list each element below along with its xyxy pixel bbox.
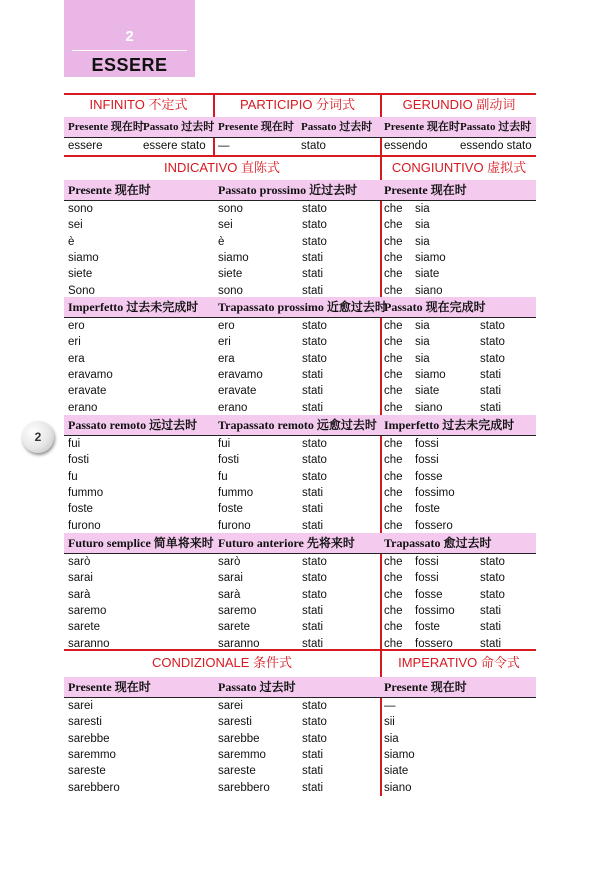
col3-form: fosse [415, 470, 443, 483]
col2-participle: stati [302, 368, 324, 381]
col3-participle: stati [480, 401, 502, 414]
col3-form: siano [415, 284, 443, 297]
col3-form: fosse [415, 588, 443, 601]
col2-aux-form: saremmo [218, 748, 266, 761]
col2-aux-form: era [218, 352, 235, 365]
col2-participle: stato [302, 219, 327, 232]
header-rule [64, 435, 536, 436]
col2-participle: stati [302, 765, 324, 778]
col3-che: che [384, 588, 403, 601]
col2-aux-form: sarei [218, 700, 243, 712]
col2-aux-form: sarebbero [218, 781, 270, 794]
infinito-present: essere [68, 140, 103, 152]
col1-tense-title: Presente 现在时 [68, 183, 151, 197]
col2-aux-form: fu [218, 470, 228, 483]
col2-aux-form: sarete [218, 621, 250, 634]
col3-che: che [384, 572, 403, 585]
col2-aux-form: saresti [218, 716, 252, 729]
col2-aux-form: sarebbe [218, 732, 260, 745]
col3-tense-title: Passato 现在完成时 [384, 300, 486, 314]
col1-form: eri [68, 336, 81, 349]
col2-aux-form: sarai [218, 572, 243, 585]
col3-che: che [384, 235, 403, 248]
col3-form: sia [415, 235, 430, 248]
col2-tense-title: Trapassato remoto 远愈过去时 [218, 418, 377, 432]
col2-participle: stati [302, 251, 324, 264]
col2-participle: stati [302, 401, 324, 414]
col1-form: sarete [68, 621, 100, 634]
col2-participle: stato [302, 454, 327, 467]
col1-form: fosti [68, 454, 90, 467]
col2-participle: stato [302, 732, 327, 745]
participio-title: PARTICIPIO 分词式 [239, 97, 356, 112]
header-rule [64, 697, 536, 698]
col3-participle: stato [480, 588, 505, 601]
col2-aux-form: sarò [218, 556, 241, 568]
infinito-h1: Presente 现在时 [68, 121, 144, 133]
col2-participle: stato [302, 716, 327, 729]
col2-participle: stati [302, 268, 324, 281]
page-tab[interactable] [22, 421, 54, 453]
col3-participle: stato [480, 352, 505, 365]
col3-form: fossero [415, 637, 453, 650]
indicativo-title: INDICATIVO 直陈式 [163, 160, 281, 175]
col3-participle: stati [480, 385, 502, 398]
col1-form: sarò [68, 556, 91, 568]
col2-participle: stati [302, 781, 324, 794]
col3-che: che [384, 219, 403, 232]
col3-che: che [384, 385, 403, 398]
col3-form: sia [415, 336, 430, 349]
col1-form: foste [68, 503, 93, 516]
col2-aux-form: è [218, 235, 225, 248]
col2-tense-title: Passato prossimo 近过去时 [218, 183, 358, 197]
col3-form: sia [415, 219, 430, 232]
col3-form: siate [384, 765, 409, 778]
col3-che: che [384, 621, 403, 634]
col3-tense-title: Trapassato 愈过去时 [384, 536, 492, 550]
col3-form: foste [415, 503, 440, 516]
col3-che: che [384, 401, 403, 414]
participio-past: stato [301, 140, 326, 152]
col2-aux-form: saranno [218, 637, 260, 650]
col3-form: fossimo [415, 486, 455, 499]
col2-participle: stato [302, 320, 327, 332]
col1-form: siete [68, 268, 93, 281]
col2-participle: stato [302, 556, 327, 568]
col3-form: fossi [415, 556, 439, 568]
col1-form: sarei [68, 700, 93, 712]
col1-form: sarà [68, 588, 91, 601]
congiuntivo-title: CONGIUNTIVO 虚拟式 [391, 160, 527, 175]
col2-participle: stati [302, 621, 324, 634]
col2-participle: stato [302, 203, 327, 215]
col2-tense-title: Passato 过去时 [218, 680, 296, 694]
col3-participle: stato [480, 336, 505, 349]
col3-form: siate [415, 385, 440, 398]
mood-rule-2 [64, 649, 536, 651]
col2-participle: stato [302, 572, 327, 585]
header-divider [72, 50, 187, 51]
col3-che: che [384, 320, 403, 332]
col2-aux-form: siamo [218, 251, 249, 264]
col2-tense-title: Futuro anteriore 先将来时 [218, 536, 355, 550]
col3-che: che [384, 336, 403, 349]
header-rule [64, 200, 536, 201]
col2-aux-form: furono [218, 519, 251, 532]
col1-form: sarai [68, 572, 93, 585]
infinito-title: INFINITO 不定式 [89, 97, 188, 112]
col2-participle: stato [302, 588, 327, 601]
condizionale-title: CONDIZIONALE 条件式 [151, 655, 293, 670]
col3-che: che [384, 203, 403, 215]
col2-participle: stati [302, 748, 324, 761]
col3-che: che [384, 519, 403, 532]
col3-participle: stato [480, 556, 505, 568]
col1-tense-title: Imperfetto 过去未完成时 [68, 300, 199, 314]
col3-participle: stato [480, 572, 505, 585]
col2-aux-form: ero [218, 320, 235, 332]
col2-aux-form: sono [218, 203, 243, 215]
col3-form: siate [415, 268, 440, 281]
col3-participle: stato [480, 320, 505, 332]
col1-tense-title: Passato remoto 远过去时 [68, 418, 198, 432]
col2-aux-form: siete [218, 268, 243, 281]
col2-aux-form: sei [218, 219, 233, 232]
col2-aux-form: fosti [218, 454, 240, 467]
col3-participle: stati [480, 604, 502, 617]
col2-participle: stati [302, 503, 324, 516]
col3-tense-title: Presente 现在时 [384, 183, 467, 197]
col3-form: sia [415, 320, 430, 332]
col2-participle: stato [302, 235, 327, 248]
gerundio-present: essendo [384, 140, 428, 152]
col1-form: siamo [68, 251, 99, 264]
gerundio-h1: Presente 现在时 [384, 121, 460, 133]
col2-aux-form: saremo [218, 604, 257, 617]
col1-form: fu [68, 470, 78, 483]
col3-che: che [384, 637, 403, 650]
col1-form: sono [68, 203, 93, 215]
col2-participle: stati [302, 637, 324, 650]
col2-participle: stati [302, 486, 324, 499]
col3-form: — [384, 700, 396, 712]
col2-participle: stati [302, 284, 324, 297]
col3-form: foste [415, 621, 440, 634]
col3-form: siamo [415, 251, 446, 264]
header-rule [64, 553, 536, 554]
col2-participle: stati [302, 604, 324, 617]
col1-form: furono [68, 519, 101, 532]
col1-form: ero [68, 320, 85, 332]
col1-form: saremo [68, 604, 107, 617]
col3-form: siano [384, 781, 412, 794]
page-tab-number: 2 [34, 430, 42, 444]
col3-tense-title: Imperfetto 过去未完成时 [384, 418, 515, 432]
col1-form: era [68, 352, 85, 365]
col2-participle: stato [302, 470, 327, 483]
col1-form: saresti [68, 716, 102, 729]
col2-participle: stato [302, 438, 327, 450]
col3-tense-title: Presente 现在时 [384, 680, 467, 694]
gerundio-h2: Passato 过去时 [460, 121, 532, 133]
col3-form: fossimo [415, 604, 455, 617]
infinito-h2: Passato 过去时 [143, 121, 215, 133]
col3-che: che [384, 486, 403, 499]
col1-form: saremmo [68, 748, 116, 761]
col1-form: è [68, 235, 75, 248]
imperativo-title: IMPERATIVO 命令式 [398, 655, 520, 670]
col3-che: che [384, 438, 403, 450]
col1-form: sarebbero [68, 781, 120, 794]
col2-tense-title: Trapassato prossimo 近愈过去时 [218, 300, 387, 314]
col1-tense-title: Futuro semplice 简单将来时 [68, 536, 214, 550]
col1-form: sareste [68, 765, 106, 778]
col1-form: sei [68, 219, 83, 232]
col3-che: che [384, 604, 403, 617]
col3-participle: stati [480, 637, 502, 650]
col1-form: sarebbe [68, 732, 110, 745]
verb-number: 2 [125, 28, 134, 45]
col3-che: che [384, 268, 403, 281]
infinito-past: essere stato [143, 140, 206, 152]
verb-header [64, 0, 195, 77]
col3-che: che [384, 470, 403, 483]
participio-h2: Passato 过去时 [301, 121, 373, 133]
header-rule [64, 317, 536, 318]
col2-aux-form: sareste [218, 765, 256, 778]
col2-aux-form: foste [218, 503, 243, 516]
col2-aux-form: sono [218, 284, 243, 297]
col3-che: che [384, 284, 403, 297]
col1-form: eravate [68, 385, 107, 398]
verb-title: ESSERE [91, 55, 168, 75]
participio-present: — [218, 140, 230, 152]
col3-form: sia [415, 203, 430, 215]
col3-form: fossi [415, 454, 439, 467]
col3-form: sii [384, 716, 395, 729]
col3-form: siano [415, 401, 443, 414]
col3-che: che [384, 556, 403, 568]
col2-participle: stato [302, 352, 327, 365]
col2-aux-form: fui [218, 438, 231, 450]
col3-che: che [384, 454, 403, 467]
col1-form: saranno [68, 637, 110, 650]
col1-form: fui [68, 438, 81, 450]
col2-aux-form: eri [218, 336, 231, 349]
col3-form: sia [415, 352, 430, 365]
col1-form: fummo [68, 486, 104, 499]
col3-form: fossi [415, 438, 439, 450]
col3-che: che [384, 503, 403, 516]
col3-participle: stati [480, 621, 502, 634]
col3-form: siamo [384, 748, 415, 761]
col2-participle: stato [302, 700, 327, 712]
col2-aux-form: fummo [218, 486, 254, 499]
col2-aux-form: erano [218, 401, 248, 414]
col1-form: Sono [68, 284, 95, 297]
col1-tense-title: Presente 现在时 [68, 680, 151, 694]
col3-che: che [384, 352, 403, 365]
col1-form: eravamo [68, 368, 113, 381]
col3-form: siamo [415, 368, 446, 381]
col3-participle: stati [480, 368, 502, 381]
col2-participle: stati [302, 519, 324, 532]
col3-che: che [384, 368, 403, 381]
col2-participle: stato [302, 336, 327, 349]
col2-aux-form: eravate [218, 385, 257, 398]
participio-h1: Presente 现在时 [218, 121, 294, 133]
gerundio-past: essendo stato [460, 140, 532, 152]
col2-participle: stati [302, 385, 324, 398]
col1-form: erano [68, 401, 98, 414]
col3-che: che [384, 251, 403, 264]
gerundio-title: GERUNDIO 副动词 [402, 97, 516, 112]
col3-form: fossero [415, 519, 453, 532]
col3-form: sia [384, 732, 399, 745]
col2-aux-form: eravamo [218, 368, 263, 381]
col2-aux-form: sarà [218, 588, 241, 601]
col3-form: fossi [415, 572, 439, 585]
